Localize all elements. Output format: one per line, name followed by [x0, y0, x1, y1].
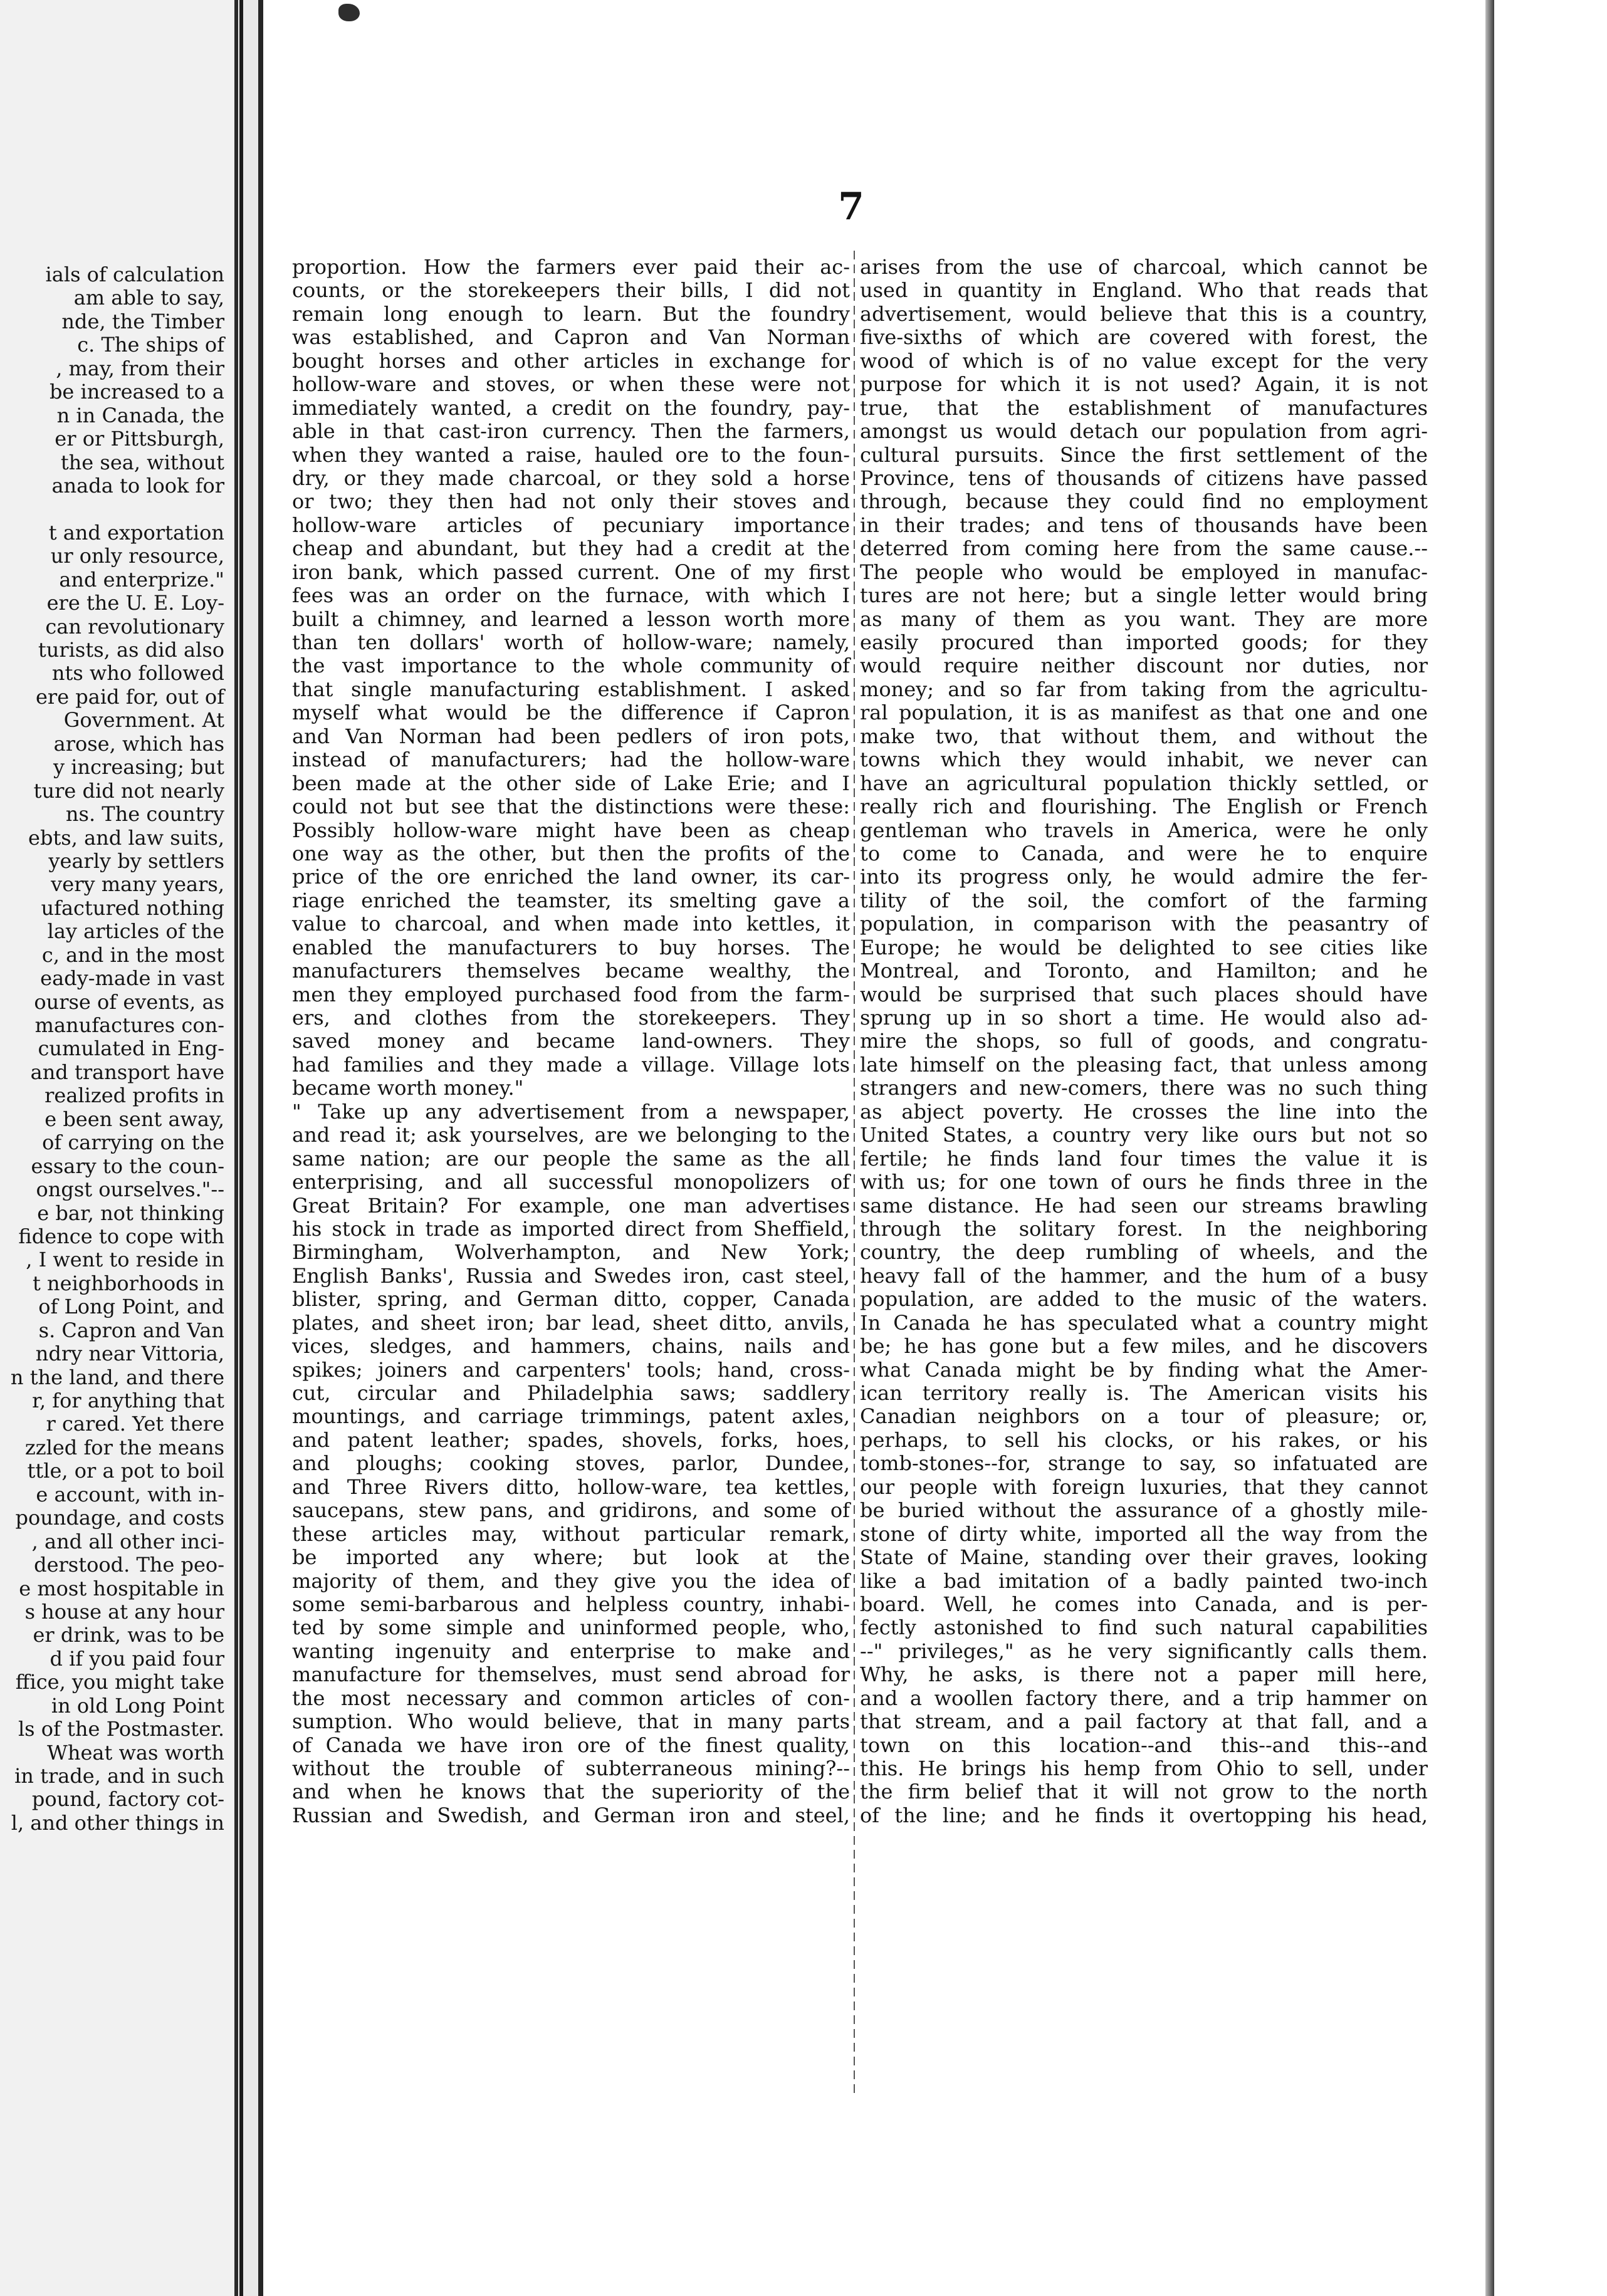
text-line: anada to look for — [51, 473, 224, 498]
text-line: United States, a country very like ours but not so — [860, 1123, 1428, 1147]
text-line: nts who followed — [51, 661, 224, 686]
text-line: arose, which has — [53, 731, 224, 756]
text-line: in trade, and in such — [14, 1764, 224, 1788]
text-line: turists, as did also — [38, 638, 224, 662]
text-line: In Canada he has speculated what a country might — [860, 1310, 1428, 1335]
text-line: Government. At — [63, 708, 224, 733]
text-line: plates, and sheet iron; bar lead, sheet ditto, anvils, — [292, 1310, 850, 1335]
text-line: remain long enough to learn. But the foundry — [292, 301, 850, 326]
text-line: in old Long Point — [51, 1693, 224, 1718]
text-line: blister, spring, and German ditto, copper, Canada — [292, 1287, 850, 1312]
text-line: Russian and Swedish, and German iron and steel, — [292, 1803, 850, 1827]
text-line: am able to say, — [73, 286, 224, 310]
text-line: really rich and flourishing. The English or French — [860, 795, 1428, 819]
text-line: and read it; ask yourselves, are we belonging to the — [292, 1123, 850, 1147]
text-line: essary to the coun- — [31, 1154, 224, 1178]
text-line: mire the shops, so full of goods, and congratu- — [860, 1029, 1428, 1053]
text-line: be buried without the assurance of a ghostly mile- — [860, 1498, 1428, 1523]
page-edge-shadow — [1485, 0, 1494, 2296]
text-line: , I went to reside in — [26, 1248, 224, 1272]
text-line: than ten dollars' worth of hollow-ware; namely, — [292, 630, 850, 654]
text-line: perhaps, to sell his clocks, or his rakes, or his — [860, 1427, 1428, 1452]
text-line: value to charcoal, and when made into kettles, it — [292, 912, 850, 936]
text-line: Canadian neighbors on a tour of pleasure; or, — [860, 1404, 1428, 1429]
text-line: very many years, — [51, 872, 224, 897]
text-line: tility of the soil, the comfort of the farming — [860, 888, 1428, 912]
text-line: saved money and became land-owners. They — [292, 1029, 850, 1053]
text-line: men they employed purchased food from the farm- — [292, 982, 850, 1006]
text-line: realized profits in — [44, 1083, 224, 1108]
text-line: Possibly hollow-ware might have been as cheap — [292, 818, 850, 842]
text-line: like a bad imitation of a badly painted two-inch — [860, 1568, 1428, 1593]
text-line: s. Capron and Van — [38, 1318, 224, 1342]
text-line: ere the U. E. Loy- — [46, 591, 224, 615]
text-line: Europe; he would be delighted to see cities like — [860, 935, 1428, 959]
text-line: spikes; joiners and carpenters' tools; hand, cross- — [292, 1357, 850, 1382]
text-line: ere paid for, out of — [35, 684, 224, 709]
text-line: and when he knows that the superiority of the — [292, 1780, 850, 1804]
text-line: fertile; he finds land four times the value it is — [860, 1146, 1428, 1171]
text-line: t neighborhoods in — [32, 1271, 224, 1295]
text-line: what Canada might be by finding what the Amer- — [860, 1357, 1428, 1382]
text-line: hollow-ware and stoves, or when these were not — [292, 372, 850, 397]
text-line: the vast importance to the whole community of — [292, 654, 850, 678]
text-line: s house at any hour — [24, 1599, 224, 1624]
text-line: be increased to a — [49, 380, 224, 404]
text-line: saucepans, stew pans, and gridirons, and some of — [292, 1498, 850, 1523]
text-line: built a chimney, and learned a lesson worth more — [292, 607, 850, 631]
text-line — [1, 498, 224, 521]
text-line: through the solitary forest. In the neighboring — [860, 1216, 1428, 1241]
text-line: stone of dirty white, imported all the way from the — [860, 1521, 1428, 1546]
text-line: of carrying on the — [42, 1130, 224, 1155]
text-line: ers, and clothes from the storekeepers. They — [292, 1006, 850, 1030]
text-line: l, and other things in — [11, 1810, 224, 1835]
text-line: would be surprised that such places should have — [860, 982, 1428, 1006]
text-line: manufacture for themselves, must send abroad for — [292, 1662, 850, 1687]
text-line: Province, tens of thousands of citizens have passed — [860, 466, 1428, 490]
text-line: e bar, not thinking — [37, 1201, 224, 1225]
text-line: wood of which is of no value except for the very — [860, 348, 1428, 373]
text-line: used in quantity in England. Who that reads that — [860, 278, 1428, 303]
text-line: the sea, without — [60, 450, 224, 474]
text-line: as abject poverty. He crosses the line into the — [860, 1099, 1428, 1124]
text-line: towns which they would inhabit, we never can — [860, 748, 1428, 772]
binding-shadow — [234, 0, 238, 2296]
text-line: ials of calculation — [45, 263, 224, 286]
previous-page-fragment — [0, 0, 239, 2296]
text-line: cheap and abundant, but they had a credit at the — [292, 536, 850, 561]
text-line: of Canada we have iron ore of the finest quality, — [292, 1733, 850, 1757]
text-line: er or Pittsburgh, — [55, 427, 224, 451]
page-number: 7 — [838, 185, 864, 229]
text-line: immediately wanted, a credit on the foundry, pay- — [292, 395, 850, 420]
text-line: r cared. Yet there — [46, 1412, 224, 1436]
text-line: make two, that without them, and without the — [860, 724, 1428, 748]
text-line: nde, the Timber — [61, 309, 224, 333]
text-line: Birmingham, Wolverhampton, and New York; — [292, 1240, 850, 1265]
text-line: enabled the manufacturers to buy horses. The — [292, 935, 850, 959]
text-line: instead of manufacturers; had the hollow-ware — [292, 748, 850, 772]
text-line: and ploughs; cooking stoves, parlor, Dundee, — [292, 1451, 850, 1476]
text-line: y increasing; but — [53, 755, 224, 780]
text-line: sprung up in so short a time. He would also ad- — [860, 1006, 1428, 1030]
text-line: English Banks', Russia and Swedes iron, cast steel, — [292, 1263, 850, 1288]
text-line: d if you paid four — [50, 1646, 224, 1671]
text-line: been made at the other side of Lake Erie; and I — [292, 771, 850, 795]
text-line: manufactures con- — [34, 1013, 224, 1037]
text-line: deterred from coming here from the same cause.-- — [860, 536, 1428, 561]
text-line: cut, circular and Philadelphia saws; saddlery — [292, 1381, 850, 1405]
text-line: fees was an order on the furnace, with which I — [292, 583, 850, 608]
text-line: ufactured nothing — [41, 895, 224, 920]
text-line: majority of them, and they give you the idea of — [292, 1568, 850, 1593]
text-line: n the land, and there — [10, 1365, 224, 1389]
text-line: into its progress only, he would admire the fer- — [860, 865, 1428, 889]
text-line: fidence to cope with — [18, 1224, 224, 1248]
text-line: and Three Rivers ditto, hollow-ware, tea kettles, — [292, 1474, 850, 1499]
text-line: sumption. Who would believe, that in many parts — [292, 1709, 850, 1734]
text-line: Why, he asks, is there not a paper mill here, — [860, 1662, 1428, 1687]
text-line: riage enriched the teamster, its smelting gave a — [292, 888, 850, 912]
text-line: and patent leather; spades, shovels, forks, hoes, — [292, 1427, 850, 1452]
text-line: his stock in trade as imported direct from Sheffield, — [292, 1216, 850, 1241]
text-line: proportion. How the farmers ever paid their ac- — [292, 255, 850, 279]
ink-smudge — [338, 4, 360, 21]
text-line: The people who would be employed in manufac- — [860, 560, 1428, 584]
text-line: to come to Canada, and were he to enquire — [860, 841, 1428, 865]
text-column-left — [292, 256, 850, 1827]
text-line: enterprising, and all successful monopolizers of — [292, 1170, 850, 1194]
text-line: gentleman who travels in America, were he only — [860, 818, 1428, 842]
text-line: five-sixths of which are covered with forest, the — [860, 325, 1428, 350]
previous-page-text-column — [1, 263, 224, 1835]
text-line: in their trades; and tens of thousands have been — [860, 513, 1428, 537]
text-line: country, the deep rumbling of wheels, and the — [860, 1240, 1428, 1265]
text-line: the most necessary and common articles of con- — [292, 1686, 850, 1710]
text-line: dry, or they made charcoal, or they sold a horse — [292, 466, 850, 490]
text-line: fectly astonished to find such natural capabilities — [860, 1615, 1428, 1640]
text-line: e been sent away, — [44, 1107, 224, 1131]
text-line: lay articles of the — [47, 919, 224, 944]
text-line: can revolutionary — [45, 614, 224, 639]
text-line: n in Canada, the — [56, 403, 224, 427]
text-line: price of the ore enriched the land owner, its car- — [292, 865, 850, 889]
text-line: late himself on the pleasing fact, that unless among — [860, 1052, 1428, 1077]
text-line: , may, from their — [56, 356, 224, 380]
text-line: population, are added to the music of the waters. — [860, 1287, 1428, 1312]
text-line: ndry near Vittoria, — [35, 1342, 224, 1366]
text-line: ls of the Postmaster. — [18, 1717, 224, 1741]
text-line: ns. The country — [65, 802, 224, 827]
text-line: became worth money." — [292, 1076, 524, 1100]
text-line: tomb-stones--for, strange to say, so infatuated are — [860, 1451, 1428, 1476]
text-line: ral population, it is as manifest as that one and one — [860, 701, 1428, 725]
text-line: myself what would be the difference if Capron — [292, 701, 850, 725]
text-line: eady-made in vast — [40, 966, 224, 991]
text-line: State of Maine, standing over their graves, looking — [860, 1545, 1428, 1570]
text-line: iron bank, which passed current. One of my first — [292, 560, 850, 584]
text-line: t and exportation — [48, 520, 224, 545]
text-line: arises from the use of charcoal, which cannot be — [860, 255, 1428, 279]
text-line: easily procured than imported goods; for they — [860, 630, 1428, 654]
text-line: have an agricultural population thickly settled, or — [860, 771, 1428, 795]
text-line: , and all other inci- — [31, 1529, 224, 1553]
text-line: true, that the establishment of manufactures — [860, 395, 1428, 420]
text-line: town on this location--and this--and this--and — [860, 1733, 1428, 1757]
text-line: amongst us would detach our population from agri- — [860, 419, 1428, 444]
text-line: er drink, was to be — [33, 1623, 224, 1647]
text-line: some semi-barbarous and helpless country, inhabi- — [292, 1592, 850, 1616]
text-line: heavy fall of the hammer, and the hum of a busy — [860, 1263, 1428, 1288]
column-divider — [854, 251, 855, 2093]
text-line: these articles may, without particular remark, — [292, 1521, 850, 1546]
text-line: this. He brings his hemp from Ohio to sell, under — [860, 1756, 1428, 1780]
text-line: would require neither discount nor duties, nor — [860, 654, 1428, 678]
text-line: population, in comparison with the peasantry of — [860, 912, 1428, 936]
text-line: same distance. He had seen our streams brawling — [860, 1193, 1428, 1218]
text-line: " Take up any advertisement from a newspaper, — [292, 1099, 850, 1124]
text-line: be imported any where; but look at the — [292, 1545, 850, 1570]
text-line: vices, sledges, and hammers, chains, nails and — [292, 1334, 850, 1359]
text-line: advertisement, would believe that this is a country, — [860, 301, 1428, 326]
text-line: through, because they could find no employment — [860, 489, 1428, 514]
text-line: be; he has gone but a few miles, and he discovers — [860, 1334, 1428, 1359]
text-line: was established, and Capron and Van Norman — [292, 325, 850, 350]
text-line: with us; for one town of ours he finds three in the — [860, 1170, 1428, 1194]
text-line: counts, or the storekeepers their bills, I did not — [292, 278, 850, 303]
text-line: as many of them as you want. They are more — [860, 607, 1428, 631]
text-line: and transport have — [30, 1060, 224, 1084]
text-line: Wheat was worth — [46, 1740, 224, 1765]
text-line: that single manufacturing establishment. I asked — [292, 677, 850, 701]
text-line: ongst ourselves."-- — [36, 1177, 224, 1202]
text-line: able in that cast-iron currency. Then the farmers, — [292, 419, 850, 444]
text-line: and enterprize." — [59, 567, 224, 592]
text-line: ur only resource, — [50, 544, 224, 568]
text-line: zzled for the means — [24, 1435, 224, 1459]
text-line: and a woollen factory there, and a trip hammer on — [860, 1686, 1428, 1710]
text-line: strangers and new-comers, there was no such thing — [860, 1076, 1428, 1100]
text-line: bought horses and other articles in exchange for — [292, 348, 850, 373]
text-line: cumulated in Eng- — [38, 1036, 224, 1061]
text-line: ted by some simple and uninformed people, who, — [292, 1615, 850, 1640]
text-line: wanting ingenuity and enterprise to make and — [292, 1639, 850, 1663]
text-line: mountings, and carriage trimmings, patent axles, — [292, 1404, 850, 1429]
text-line: hollow-ware articles of pecuniary importance — [292, 513, 850, 537]
text-line: money; and so far from taking from the agricultu- — [860, 677, 1428, 701]
text-line: ttle, or a pot to boil — [27, 1459, 224, 1483]
text-line: e most hospitable in — [19, 1576, 224, 1600]
text-line: manufacturers themselves became wealthy, the — [292, 959, 850, 983]
text-line: tures are not here; but a single letter would bring — [860, 583, 1428, 608]
text-line: could not but see that the distinctions were these: — [292, 795, 850, 819]
text-line: yearly by settlers — [48, 848, 224, 873]
text-column-right — [860, 256, 1428, 1827]
text-line: c, and in the most — [41, 942, 224, 967]
text-line: poundage, and costs — [15, 1506, 224, 1530]
text-line: when they wanted a raise, hauled ore to the foun- — [292, 442, 850, 467]
text-line: c. The ships of — [77, 333, 224, 357]
text-line: or two; they then had not only their stoves and — [292, 489, 850, 514]
text-line: that stream, and a pail factory at that fall, and a — [860, 1709, 1428, 1734]
text-line: of Long Point, and — [38, 1295, 224, 1319]
text-line: --" privileges," as he very significantly calls them. — [860, 1639, 1428, 1663]
book-gutter — [239, 0, 263, 2296]
text-line: ican territory really is. The American visits his — [860, 1381, 1428, 1405]
text-line: the firm belief that it will not grow to the north — [860, 1780, 1428, 1804]
text-line: one way as the other, but then the profits of the — [292, 841, 850, 865]
text-line: purpose for which it is not used? Again, it is not — [860, 372, 1428, 397]
text-line: board. Well, he comes into Canada, and is per- — [860, 1592, 1428, 1616]
text-line: ffice, you might take — [15, 1670, 224, 1694]
text-line: our people with foreign luxuries, that they cannot — [860, 1474, 1428, 1499]
text-line: ebts, and law suits, — [28, 825, 224, 850]
text-line: ture did not nearly — [33, 778, 224, 803]
text-line: cultural pursuits. Since the first settlement of the — [860, 442, 1428, 467]
text-line: had families and they made a village. Village lots — [292, 1052, 850, 1077]
text-line: e account, with in- — [36, 1482, 224, 1506]
text-line: same nation; are our people the same as the all — [292, 1146, 850, 1171]
text-line: r, for anything that — [32, 1389, 224, 1412]
text-line: and Van Norman had been pedlers of iron pots, — [292, 724, 850, 748]
text-line: Great Britain? For example, one man advertises — [292, 1193, 850, 1218]
text-line: of the line; and he finds it overtopping his head, — [860, 1803, 1428, 1827]
text-line: pound, factory cot- — [31, 1787, 224, 1812]
text-line: Montreal, and Toronto, and Hamilton; and he — [860, 959, 1428, 983]
text-line: without the trouble of subterraneous mining?-- — [292, 1756, 850, 1780]
text-line: derstood. The peo- — [34, 1553, 224, 1577]
text-line: ourse of events, as — [34, 989, 224, 1014]
